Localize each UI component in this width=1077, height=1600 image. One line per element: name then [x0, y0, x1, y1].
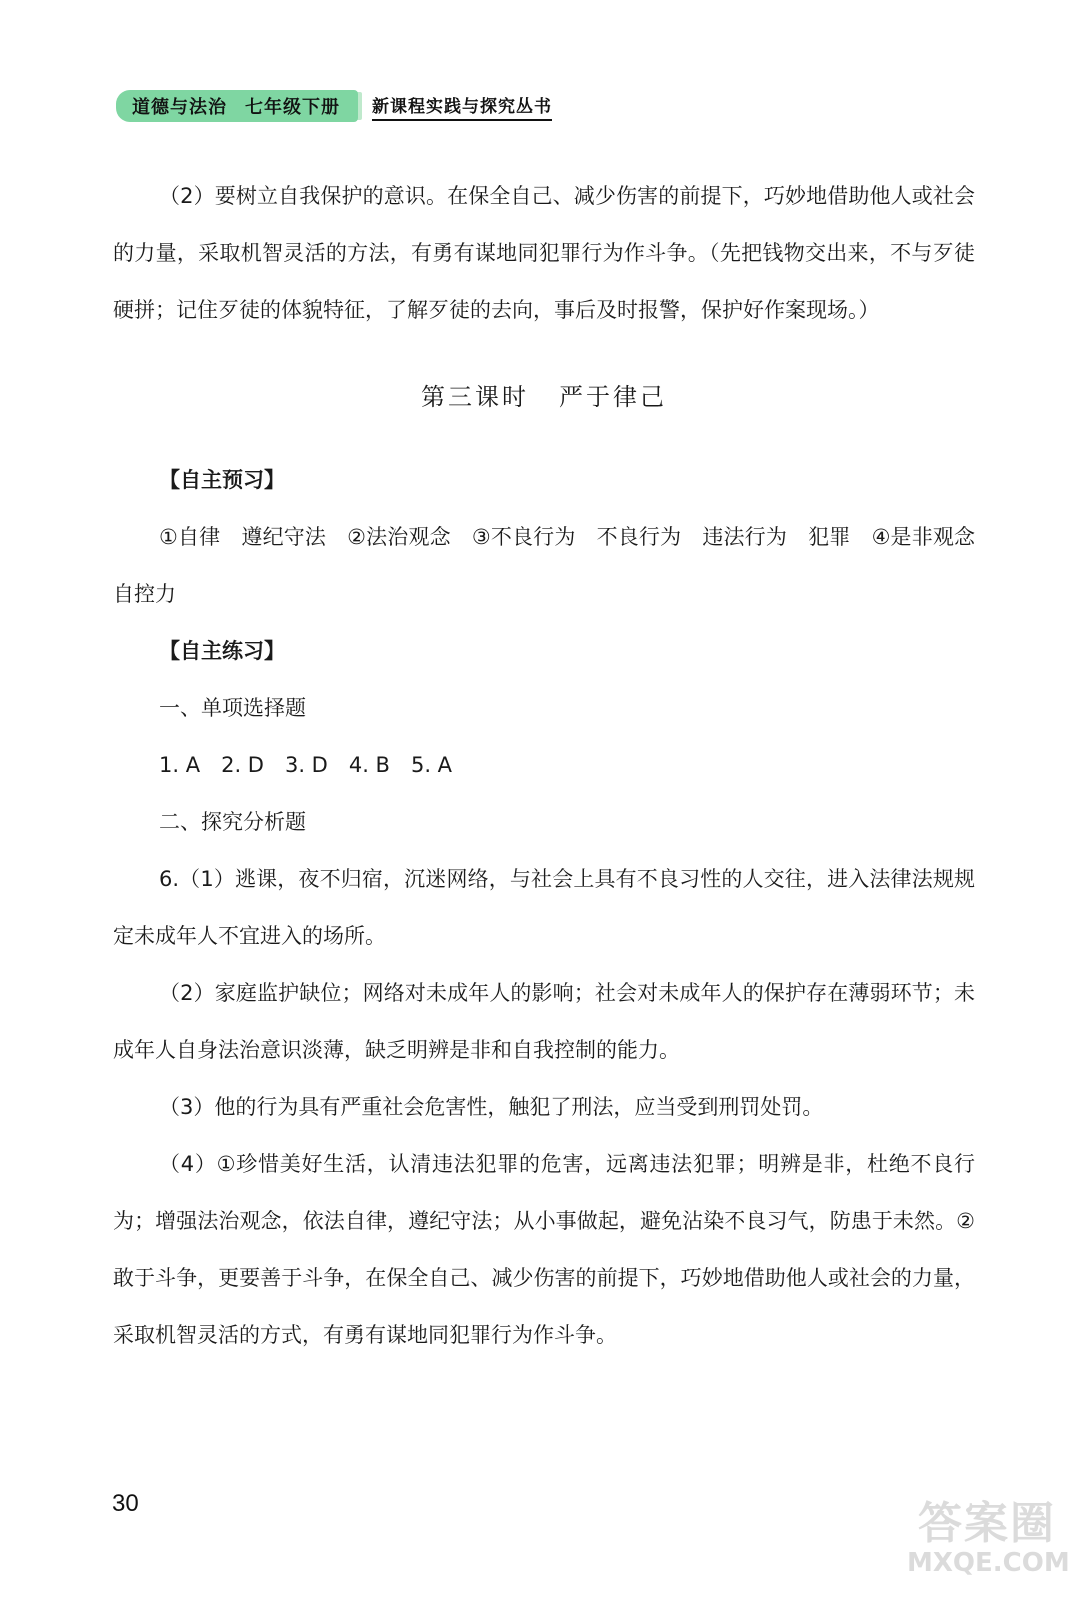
preview-heading: 【自主预习】 — [159, 468, 285, 492]
book-title-badge — [116, 90, 358, 122]
preview-answers: ①自律 遵纪守法 ②法治观念 ③不良行为 不良行为 违法行为 犯罪 ④是非观念 自控力 — [113, 525, 996, 606]
lesson-name: 严于律己 — [559, 383, 667, 411]
section2-title: 二、探究分析题 — [159, 810, 306, 834]
intro-paragraph: （2）要树立自我保护的意识。在保全自己、减少伤害的前提下，巧妙地借助他人或社会的力量，采取机智灵活的方法，有勇有谋地同犯罪行为作斗争。（先把钱物交出来，不与歹徒硬拼；记住歹徒的体貌特征，了解歹徒的去向，事后及时报警，保护好作案现场。） — [113, 184, 975, 322]
watermark-text: 答案圈 — [918, 1498, 1056, 1549]
lesson-number: 第三课时 — [421, 383, 529, 411]
subject-label: 道德与法治 — [132, 97, 227, 118]
question-6-part-2: （2）家庭监护缺位；网络对未成年人的影响；社会对未成年人的保护存在薄弱环节；未成年人自身法治意识淡薄，缺乏明辨是非和自我控制的能力。 — [113, 981, 975, 1062]
lesson-title — [113, 369, 975, 426]
choice-answers: 1. A 2. D 3. D 4. B 5. A — [159, 753, 453, 777]
grade-label: 七年级下册 — [245, 97, 340, 118]
practice-heading: 【自主练习】 — [159, 639, 285, 663]
page-number: 30 — [112, 1490, 139, 1517]
page-content — [113, 168, 996, 1364]
series-label: 新课程实践与探究丛书 — [372, 92, 552, 121]
question-6-part-4: （4）①珍惜美好生活，认清违法犯罪的危害，远离违法犯罪；明辨是非，杜绝不良行为；增强法治观念，依法自律，遵纪守法；从小事做起，避免沾染不良习气，防患于未然。②敢于斗争，更要善于斗争，在保全自己、减少伤害的前提下，巧妙地借助他人或社会的力量，采取机智灵活的方式，有勇有谋地同犯罪行为作斗争。 — [113, 1152, 975, 1347]
question-6-part-1: 6.（1）逃课，夜不归宿，沉迷网络，与社会上具有不良习性的人交往，进入法律法规规定未成年人不宜进入的场所。 — [113, 867, 975, 948]
page-header — [116, 90, 552, 122]
question-6-part-3: （3）他的行为具有严重社会危害性，触犯了刑法，应当受到刑罚处罚。 — [159, 1095, 824, 1119]
watermark-url: MXQE.COM — [907, 1548, 1070, 1578]
section1-title: 一、单项选择题 — [159, 696, 306, 720]
watermark-logo — [907, 1498, 1070, 1590]
